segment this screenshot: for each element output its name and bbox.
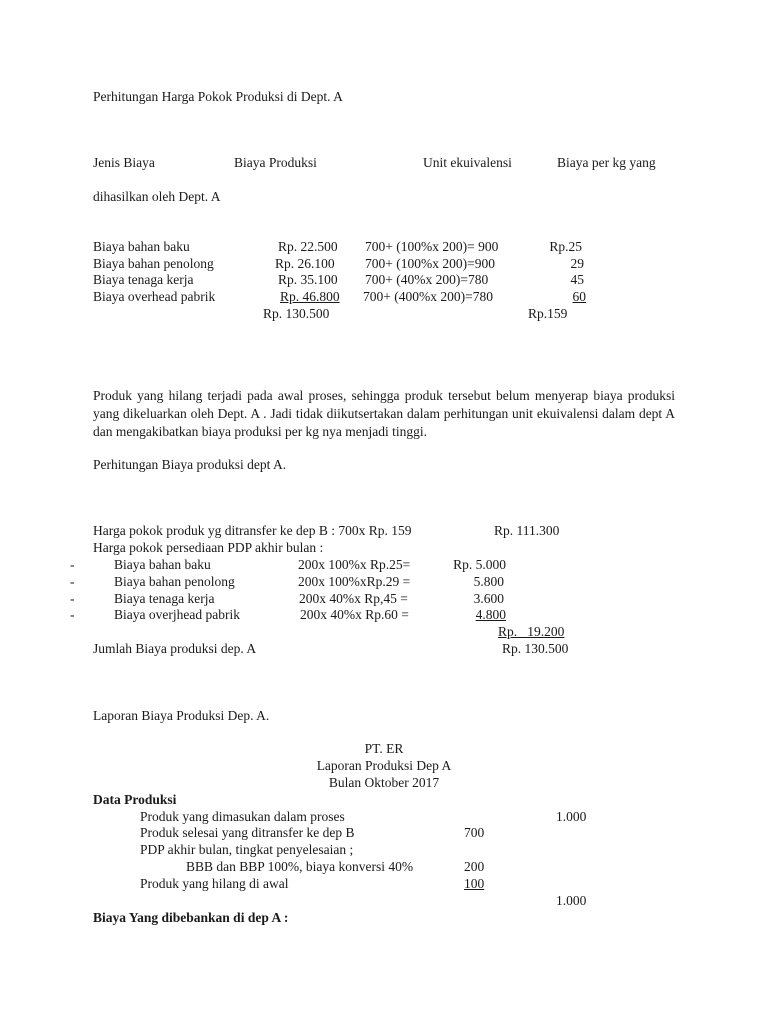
- pdp-total: Rp. 19.200: [498, 624, 565, 639]
- cost-total-biaya: Rp. 130.500: [263, 306, 330, 321]
- pdp-label: Harga pokok persediaan PDP akhir bulan :: [93, 540, 324, 555]
- data-produksi-row-mid: 700: [464, 825, 485, 840]
- explanation-paragraph: Produk yang hilang terjadi pada awal proses, sehingga produk tersebut belum menyerap biaya produksi yang dikeluarkan oleh Dept. A . Jadi tidak diikutsertakan dalam perhitungan unit ekuivalensi dalam dept A dan mengakibatkan biaya produksi per kg nya menjadi tinggi.: [93, 388, 675, 439]
- data-produksi-row-label: PDP akhir bulan, tingkat penyelesaian ;: [140, 842, 354, 857]
- data-produksi-total: 1.000: [556, 893, 587, 908]
- jumlah-label: Jumlah Biaya produksi dep. A: [93, 641, 257, 656]
- header-biaya-produksi: Biaya Produksi: [234, 155, 317, 170]
- cost-row-biaya: Rp. 46.800: [280, 289, 340, 304]
- cost-row-unit: 700+ (40%x 200)=780: [365, 272, 489, 287]
- cost-row-per-kg: 29: [570, 256, 584, 271]
- cost-row-per-kg: 60: [572, 289, 586, 304]
- pdp-row-label: Biaya tenaga kerja: [114, 591, 215, 606]
- pdp-row-formula: 200x 100%xRp.29 =: [298, 574, 411, 589]
- data-produksi-row-label: Produk yang dimasukan dalam proses: [140, 809, 345, 824]
- data-produksi-heading: Data Produksi: [93, 792, 177, 807]
- bullet: -: [70, 591, 75, 606]
- biaya-heading: Biaya Yang dibebankan di dep A :: [93, 910, 289, 925]
- pdp-row-value: 4.800: [475, 607, 506, 622]
- pdp-row-label: Biaya bahan baku: [114, 557, 211, 572]
- report-company: PT. ER: [364, 741, 404, 756]
- cost-total-per-kg: Rp.159: [528, 306, 568, 321]
- header-biaya-per-kg: Biaya per kg yang: [557, 155, 656, 170]
- transfer-label: Harga pokok produk yg ditransfer ke dep B : 700x Rp. 159: [93, 523, 412, 538]
- data-produksi-row-label: Produk selesai yang ditransfer ke dep B: [140, 825, 355, 840]
- document-title: Perhitungan Harga Pokok Produksi di Dept. A: [93, 89, 343, 104]
- cost-row-biaya: Rp. 22.500: [278, 239, 338, 254]
- pdp-row-label: Biaya bahan penolong: [114, 574, 235, 589]
- report-name: Laporan Produksi Dep A: [316, 758, 452, 773]
- cost-row-unit: 700+ (100%x 200)= 900: [365, 239, 499, 254]
- calc-title: Perhitungan Biaya produksi dept A.: [93, 457, 287, 472]
- cost-row-label: Biaya overhead pabrik: [93, 289, 216, 304]
- cost-row-unit: 700+ (400%x 200)=780: [363, 289, 493, 304]
- pdp-row-value: 5.800: [473, 574, 504, 589]
- cost-row-biaya: Rp. 26.100: [275, 256, 335, 271]
- cost-row-label: Biaya bahan baku: [93, 239, 190, 254]
- pdp-row-formula: 200x 100%x Rp.25=: [298, 557, 411, 572]
- data-produksi-row-mid: 200: [464, 859, 485, 874]
- pdp-row-label: Biaya overjhead pabrik: [114, 607, 240, 622]
- cost-row-biaya: Rp. 35.100: [278, 272, 338, 287]
- report-title: Laporan Biaya Produksi Dep. A.: [93, 708, 270, 723]
- report-period: Bulan Oktober 2017: [328, 775, 440, 790]
- cost-row-label: Biaya tenaga kerja: [93, 272, 194, 287]
- transfer-value: Rp. 111.300: [494, 523, 560, 538]
- pdp-row-value: 3.600: [473, 591, 504, 606]
- data-produksi-row-label: BBB dan BBP 100%, biaya konversi 40%: [186, 859, 414, 874]
- header-jenis-biaya: Jenis Biaya: [93, 155, 155, 170]
- bullet: -: [70, 557, 75, 572]
- header-biaya-per-kg-cont: dihasilkan oleh Dept. A: [93, 189, 221, 204]
- cost-row-per-kg: 45: [570, 272, 584, 287]
- header-unit-ekuivalensi: Unit ekuivalensi: [423, 155, 512, 170]
- cost-row-per-kg: Rp.25: [549, 239, 582, 254]
- bullet: -: [70, 574, 75, 589]
- pdp-row-formula: 200x 40%x Rp,45 =: [299, 591, 408, 606]
- jumlah-value: Rp. 130.500: [502, 641, 569, 656]
- data-produksi-row-right: 1.000: [556, 809, 587, 824]
- bullet: -: [70, 607, 75, 622]
- cost-row-label: Biaya bahan penolong: [93, 256, 214, 271]
- data-produksi-row-label: Produk yang hilang di awal: [140, 876, 289, 891]
- pdp-row-formula: 200x 40%x Rp.60 =: [300, 607, 409, 622]
- pdp-row-value: Rp. 5.000: [453, 557, 506, 572]
- data-produksi-row-mid: 100: [464, 876, 485, 891]
- cost-row-unit: 700+ (100%x 200)=900: [365, 256, 495, 271]
